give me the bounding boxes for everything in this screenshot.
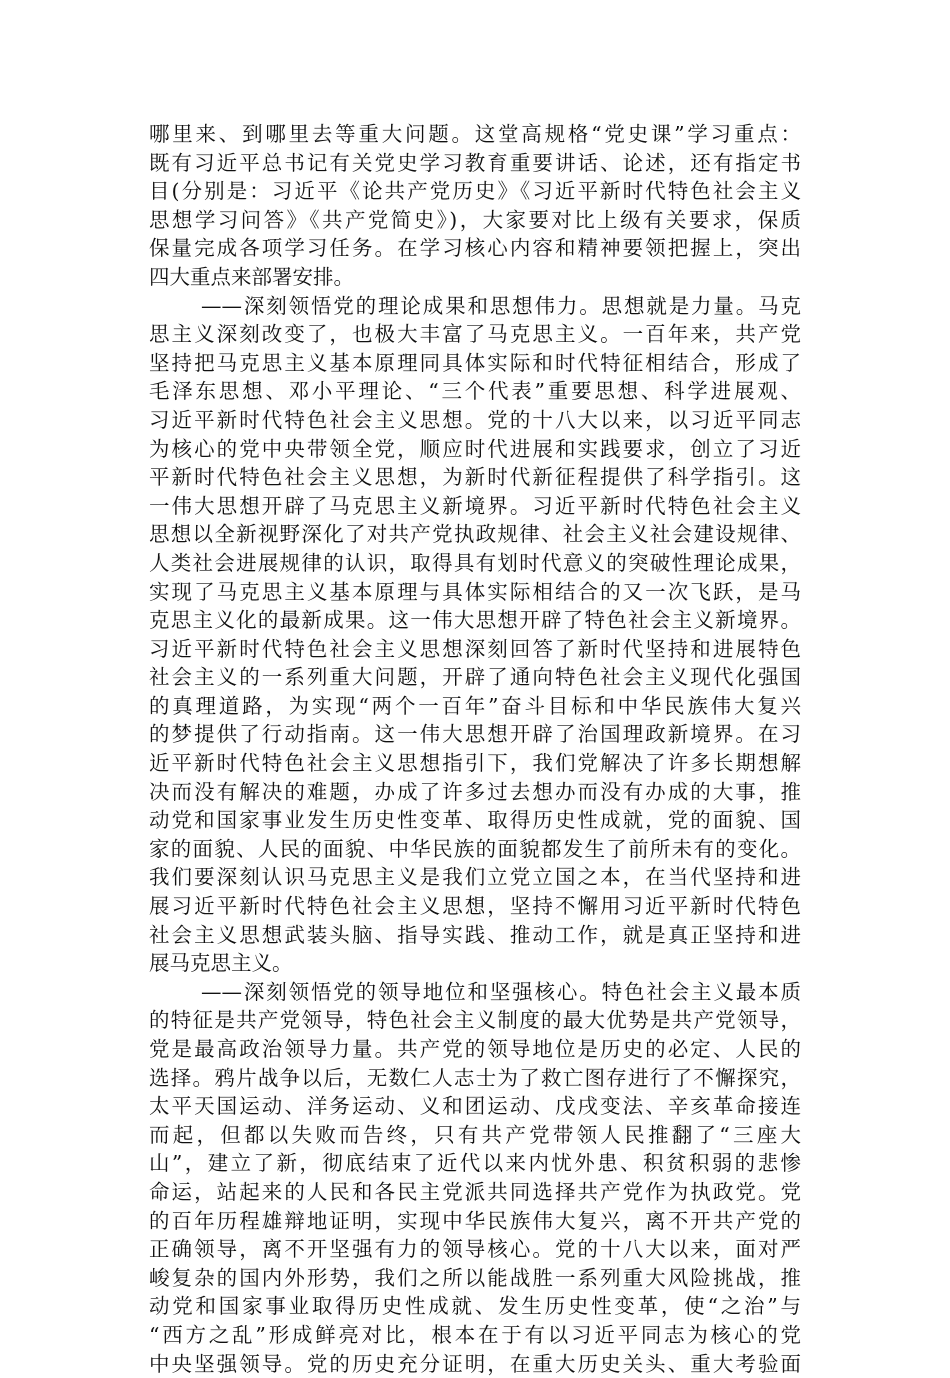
document-body bbox=[149, 120, 801, 1378]
text-line: 而起，但都以失败而告终，只有共产党带领人民推翻了“三座大 bbox=[149, 1122, 801, 1147]
paragraph-1 bbox=[149, 120, 801, 292]
text-line: 家的面貌、人民的面貌、中华民族的面貌都发生了前所未有的变化。 bbox=[149, 836, 801, 861]
text-line: 太平天国运动、洋务运动、义和团运动、戊戌变法、辛亥革命接连 bbox=[149, 1094, 801, 1119]
text-line: 近平新时代特色社会主义思想指引下，我们党解决了许多长期想解 bbox=[149, 751, 801, 776]
text-line: ——深刻领悟党的理论成果和思想伟力。思想就是力量。马克 bbox=[201, 293, 801, 318]
text-line: 既有习近平总书记有关党史学习教育重要讲话、论述，还有指定书 bbox=[149, 150, 801, 175]
text-line: 决而没有解决的难题，办成了许多过去想办而没有办成的大事，推 bbox=[149, 779, 801, 804]
text-line: 社会主义的一系列重大问题，开辟了通向特色社会主义现代化强国 bbox=[149, 665, 801, 690]
paragraph-3 bbox=[149, 978, 801, 1378]
text-line: 思主义深刻改变了，也极大丰富了马克思主义。一百年来，共产党 bbox=[149, 322, 801, 347]
text-line: 人类社会进展规律的认识，取得具有划时代意义的突破性理论成果， bbox=[149, 550, 801, 575]
text-line: 我们要深刻认识马克思主义是我们立党立国之本，在当代坚持和进 bbox=[149, 865, 801, 890]
text-line: 为核心的党中央带领全党，顺应时代进展和实践要求，创立了习近 bbox=[149, 436, 801, 461]
text-line: 社会主义思想武装头脑、指导实践、推动工作，就是真正坚持和进 bbox=[149, 922, 801, 947]
text-line: 思想以全新视野深化了对共产党执政规律、社会主义社会建设规律、 bbox=[149, 522, 801, 547]
text-line: 动党和国家事业发生历史性变革、取得历史性成就，党的面貌、国 bbox=[149, 808, 801, 833]
text-line: 中央坚强领导。党的历史充分证明，在重大历史关头、重大考验面 bbox=[149, 1351, 801, 1376]
text-line: 动党和国家事业取得历史性成就、发生历史性变革，使“之治”与 bbox=[149, 1294, 801, 1319]
text-line: 习近平新时代特色社会主义思想。党的十八大以来，以习近平同志 bbox=[149, 407, 801, 432]
text-line: 保量完成各项学习任务。在学习核心内容和精神要领把握上，突出 bbox=[149, 236, 801, 261]
text-line: 的百年历程雄辩地证明，实现中华民族伟大复兴，离不开共产党的 bbox=[149, 1208, 801, 1233]
text-line: 目(分别是：习近平《论共产党历史》《习近平新时代特色社会主义 bbox=[149, 179, 801, 204]
text-line: ——深刻领悟党的领导地位和坚强核心。特色社会主义最本质 bbox=[201, 979, 801, 1004]
text-line: 展马克思主义。 bbox=[149, 951, 293, 976]
text-line: 选择。鸦片战争以后，无数仁人志士为了救亡图存进行了不懈探究， bbox=[149, 1065, 801, 1090]
text-line: 峻复杂的国内外形势，我们之所以能战胜一系列重大风险挑战，推 bbox=[149, 1265, 801, 1290]
text-line: 毛泽东思想、邓小平理论、“三个代表”重要思想、科学进展观、 bbox=[149, 379, 801, 404]
text-line: 习近平新时代特色社会主义思想深刻回答了新时代坚持和进展特色 bbox=[149, 636, 801, 661]
text-line: 命运，站起来的人民和各民主党派共同选择共产党作为执政党。党 bbox=[149, 1179, 801, 1204]
text-line: 党是最高政治领导力量。共产党的领导地位是历史的必定、人民的 bbox=[149, 1037, 801, 1061]
text-line: 克思主义化的最新成果。这一伟大思想开辟了特色社会主义新境界。 bbox=[149, 608, 801, 633]
text-line: 山”，建立了新，彻底结束了近代以来内忧外患、积贫积弱的悲惨 bbox=[149, 1151, 801, 1176]
text-line: 四大重点来部署安排。 bbox=[149, 264, 354, 289]
text-line: 一伟大思想开辟了马克思主义新境界。习近平新时代特色社会主义 bbox=[149, 493, 801, 518]
text-line: 展习近平新时代特色社会主义思想，坚持不懈用习近平新时代特色 bbox=[149, 894, 801, 919]
text-line: “西方之乱”形成鲜亮对比，根本在于有以习近平同志为核心的党 bbox=[149, 1322, 801, 1347]
text-line: 的真理道路，为实现“两个一百年”奋斗目标和中华民族伟大复兴 bbox=[149, 693, 801, 718]
text-line: 的梦提供了行动指南。这一伟大思想开辟了治国理政新境界。在习 bbox=[149, 722, 801, 747]
text-line: 的特征是共产党领导，特色社会主义制度的最大优势是共产党领导， bbox=[149, 1008, 801, 1033]
text-line: 平新时代特色社会主义思想，为新时代新征程提供了科学指引。这 bbox=[149, 465, 801, 490]
text-line: 实现了马克思主义基本原理与具体实际相结合的又一次飞跃，是马 bbox=[149, 579, 801, 604]
text-line: 正确领导，离不开坚强有力的领导核心。党的十八大以来，面对严 bbox=[149, 1237, 801, 1262]
text-line: 哪里来、到哪里去等重大问题。这堂高规格“党史课”学习重点： bbox=[149, 122, 801, 146]
paragraph-2 bbox=[149, 292, 801, 978]
text-line: 思想学习问答》《共产党简史》)，大家要对比上级有关要求，保质 bbox=[149, 207, 801, 232]
text-line: 坚持把马克思主义基本原理同具体实际和时代特征相结合，形成了 bbox=[149, 350, 801, 375]
